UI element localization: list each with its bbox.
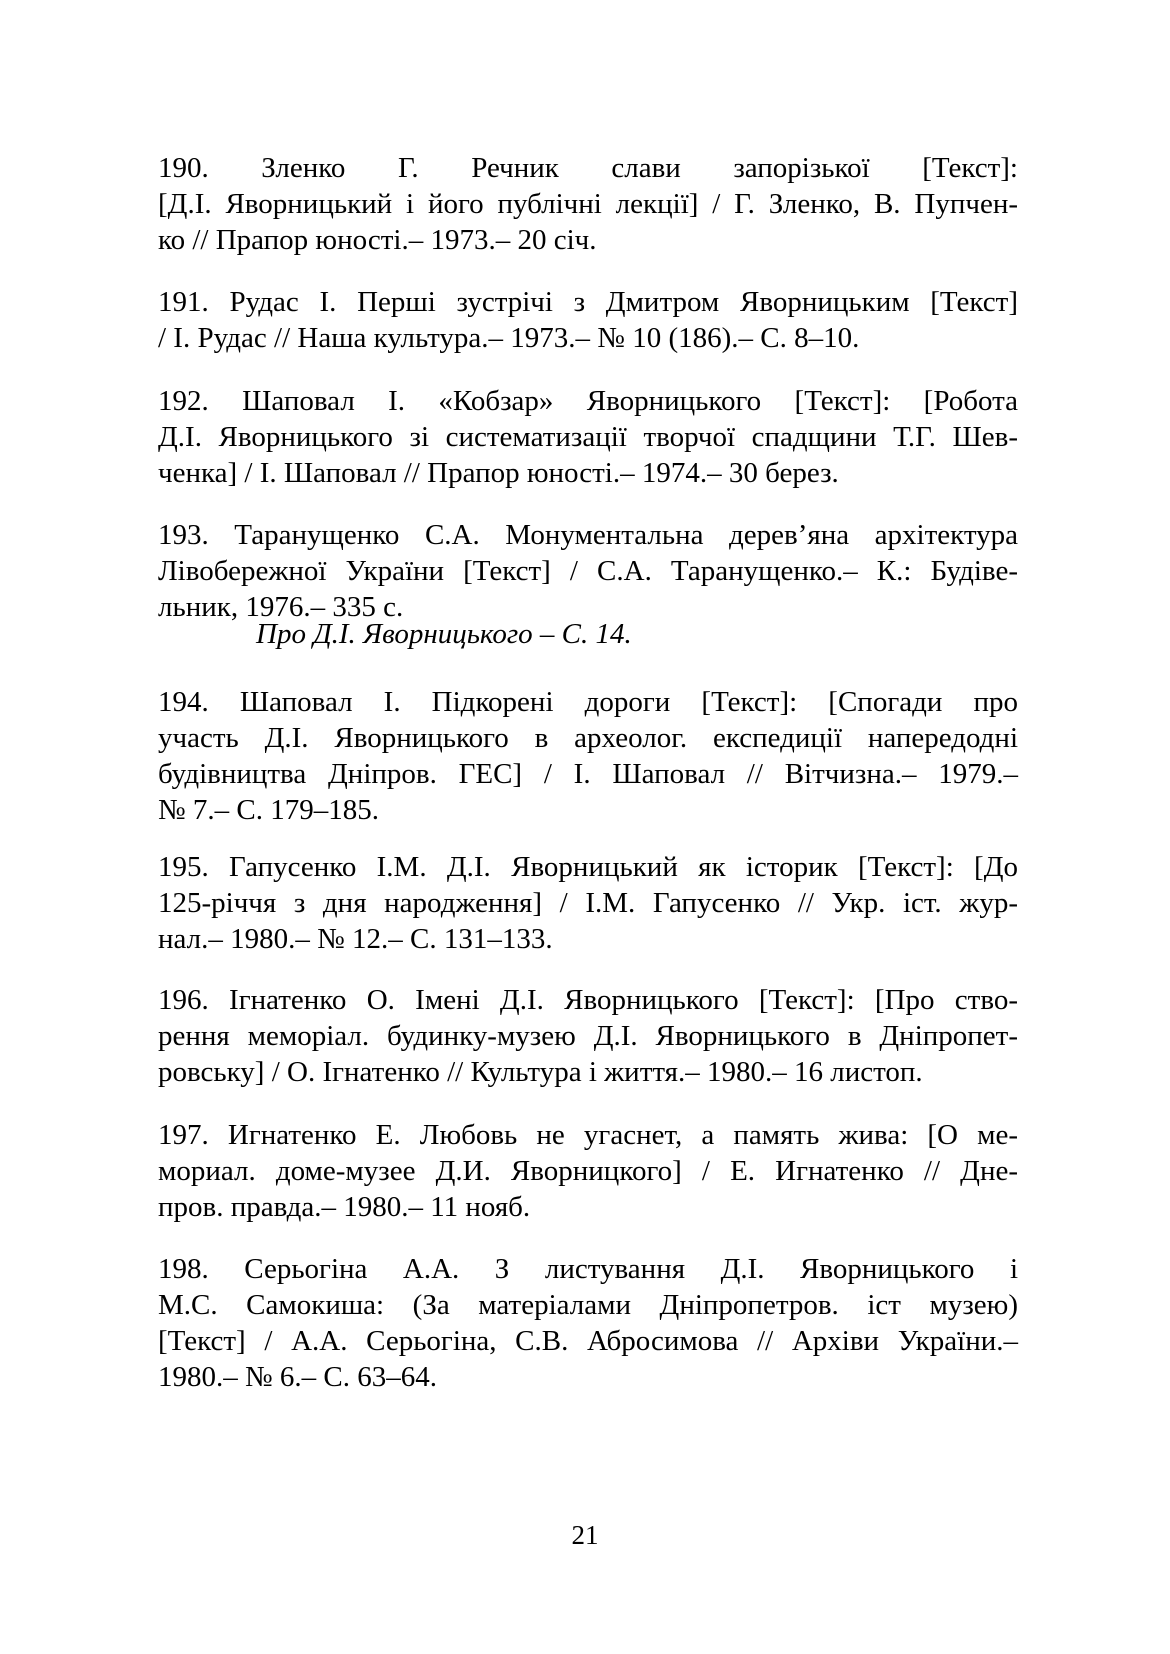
bibliography-entry-197 bbox=[158, 1117, 1018, 1225]
entry-line: рення меморіал. будинку-музею Д.І. Яворницького в Дніпропет- bbox=[158, 1020, 1018, 1052]
bibliography-entry-198 bbox=[158, 1251, 1018, 1395]
entry-line: 190. Зленко Г. Речник слави запорізької [Текст]: bbox=[158, 152, 1018, 184]
bibliography-entry-196 bbox=[158, 982, 1018, 1090]
entry-annotation: Про Д.І. Яворницького – С. 14. bbox=[256, 618, 632, 650]
entry-line: 125-річчя з дня народження] / І.М. Гапусенко // Укр. іст. жур- bbox=[158, 887, 1018, 919]
entry-line: пров. правда.– 1980.– 11 нояб. bbox=[158, 1191, 531, 1223]
bibliography-entry-191 bbox=[158, 284, 1018, 356]
entry-line: ченка] / І. Шаповал // Прапор юності.– 1974.– 30 берез. bbox=[158, 457, 839, 489]
entry-line: [Д.І. Яворницький і його публічні лекції] / Г. Зленко, В. Пупчен- bbox=[158, 188, 1018, 220]
bibliography-entry-193 bbox=[158, 517, 1018, 625]
entry-line: 192. Шаповал І. «Кобзар» Яворницького [Текст]: [Робота bbox=[158, 385, 1018, 417]
entry-line: 197. Игнатенко Е. Любовь не угаснет, а память жива: [О ме- bbox=[158, 1119, 1018, 1151]
entry-line: № 7.– С. 179–185. bbox=[158, 794, 380, 826]
entry-line: мориал. доме-музее Д.И. Яворницкого] / Е. Игнатенко // Дне- bbox=[158, 1155, 1018, 1187]
entry-line: М.С. Самокиша: (За матеріалами Дніпропетров. іст музею) bbox=[158, 1289, 1018, 1321]
entry-line: / І. Рудас // Наша культура.– 1973.– № 10 (186).– С. 8–10. bbox=[158, 322, 860, 354]
page-number: 21 bbox=[571, 1520, 599, 1550]
bibliography-entry-195 bbox=[158, 849, 1018, 957]
bibliography-entry-194 bbox=[158, 684, 1018, 828]
entry-line: будівництва Дніпров. ГЕС] / І. Шаповал // Вітчизна.– 1979.– bbox=[158, 758, 1018, 790]
entry-line: нал.– 1980.– № 12.– С. 131–133. bbox=[158, 923, 553, 955]
bibliography-entry-190 bbox=[158, 150, 1018, 258]
entry-line: [Текст] / А.А. Серьогіна, С.В. Абросимова // Архіви України.– bbox=[158, 1325, 1018, 1357]
bibliography-entry-192 bbox=[158, 383, 1018, 491]
entry-line: 195. Гапусенко І.М. Д.І. Яворницький як історик [Текст]: [До bbox=[158, 851, 1018, 883]
entry-line: 191. Рудас І. Перші зустрічі з Дмитром Яворницьким [Текст] bbox=[158, 286, 1018, 318]
entry-line: Лівобережної України [Текст] / С.А. Таранущенко.– К.: Будіве- bbox=[158, 555, 1018, 587]
entry-line: ровську] / О. Ігнатенко // Культура і життя.– 1980.– 16 листоп. bbox=[158, 1056, 923, 1088]
entry-line: Д.І. Яворницького зі систематизації творчої спадщини Т.Г. Шев- bbox=[158, 421, 1018, 453]
entry-line: 194. Шаповал І. Підкорені дороги [Текст]: [Спогади про bbox=[158, 686, 1018, 718]
entry-line: ко // Прапор юності.– 1973.– 20 січ. bbox=[158, 224, 597, 256]
entry-line: 198. Серьогіна А.А. З листування Д.І. Яворницького і bbox=[158, 1253, 1018, 1285]
entry-line: 193. Таранущенко С.А. Монументальна дерев’яна архітектура bbox=[158, 519, 1018, 551]
entry-line: 1980.– № 6.– С. 63–64. bbox=[158, 1361, 438, 1393]
entry-line: 196. Ігнатенко О. Імені Д.І. Яворницького [Текст]: [Про ство- bbox=[158, 984, 1018, 1016]
entry-line: льник, 1976.– 335 с. bbox=[158, 591, 404, 623]
entry-line: участь Д.І. Яворницького в археолог. експедиції напередодні bbox=[158, 722, 1018, 754]
